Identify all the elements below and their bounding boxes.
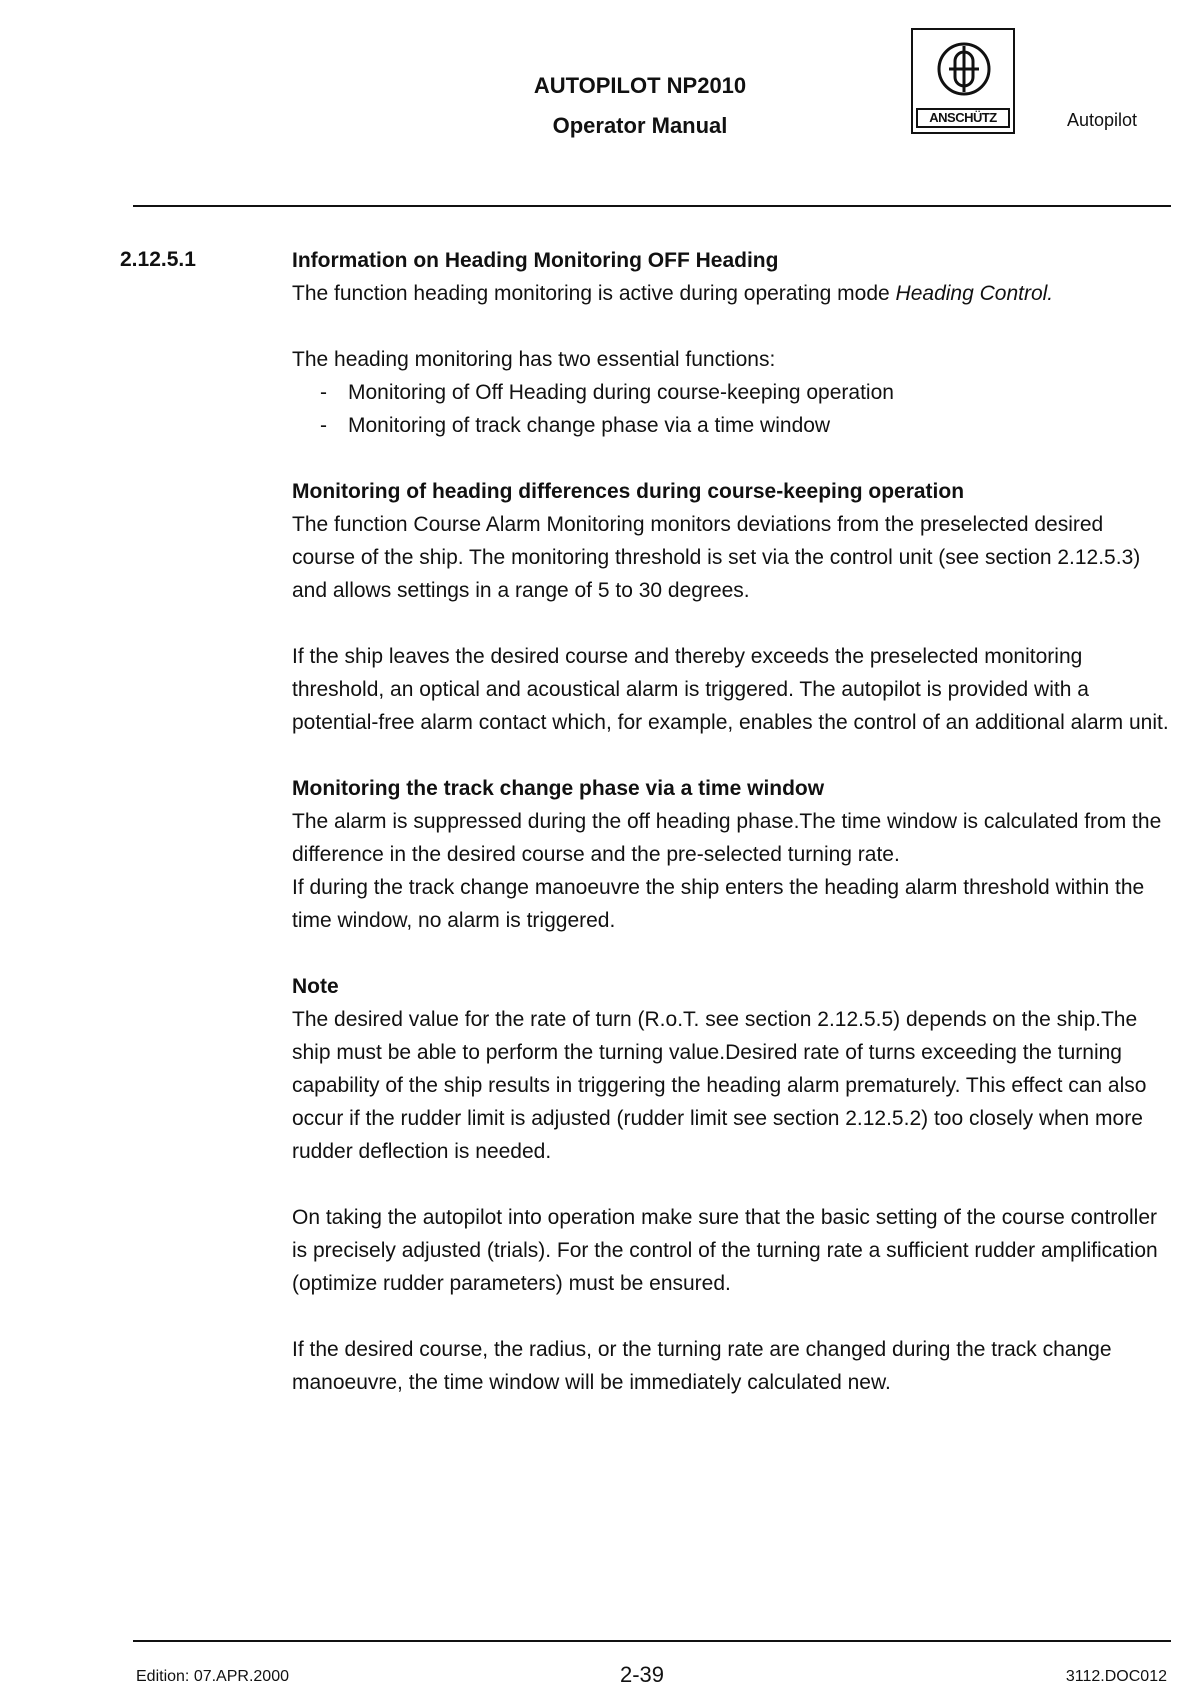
paragraph: If the desired course, the radius, or the turning rate are changed during the track change manoeuvre, the time window will be immediately calculated new.: [292, 1338, 1112, 1394]
intro-mode: Heading Control.: [895, 282, 1054, 305]
intro-paragraph: [292, 277, 1172, 310]
anschutz-logo: [911, 28, 1015, 134]
section-body: [292, 244, 1172, 1399]
anschutz-emblem-icon: [935, 40, 993, 98]
paragraph: If the ship leaves the desired course and thereby exceeds the preselected monitoring threshold, an optical and acoustical alarm is triggered. The autopilot is provided with a potential-free alarm contact which, for example, enables the control of an additional alarm unit.: [292, 645, 1169, 734]
header-section-label: Autopilot: [1067, 110, 1138, 130]
functions-list: [292, 376, 1172, 442]
subsection-heading-course-keeping: Monitoring of heading differences during course-keeping operation: [292, 480, 965, 503]
list-item: - Monitoring of track change phase via a time window: [292, 409, 1172, 442]
section-heading: Information on Heading Monitoring OFF Heading: [292, 249, 779, 272]
subsection-heading-track-change: Monitoring the track change phase via a time window: [292, 777, 825, 800]
header-rule: [133, 205, 1171, 207]
paragraph: On taking the autopilot into operation make sure that the basic setting of the course controller is precisely adjusted (trials). For the control of the turning rate a sufficient rudder amplification (optimize rudder parameters) must be ensured.: [292, 1206, 1158, 1295]
footer-rule: [133, 1640, 1171, 1642]
section-number: 2.12.5.1: [120, 248, 196, 271]
document-title: AUTOPILOT NP2010: [533, 73, 747, 98]
footer-edition: Edition: 07.APR.2000: [136, 1668, 289, 1685]
paragraph: The function Course Alarm Monitoring monitors deviations from the preselected desired course of the ship. The monitoring threshold is set via the control unit (see section 2.12.5.3) and allows settings in a range of 5 to 30 degrees.: [292, 513, 1141, 602]
logo-wordmark: ANSCHÜTZ: [916, 108, 1010, 128]
footer-doc-id: 3112.DOC012: [1065, 1668, 1167, 1685]
note-heading: Note: [292, 975, 339, 998]
list-item: - Monitoring of Off Heading during course-keeping operation: [292, 376, 1172, 409]
functions-intro: The heading monitoring has two essential functions:: [292, 348, 776, 371]
paragraph: If during the track change manoeuvre the ship enters the heading alarm threshold within the time window, no alarm is triggered.: [292, 876, 1145, 932]
intro-text: The function heading monitoring is active during operating mode: [292, 282, 896, 305]
paragraph: The desired value for the rate of turn (R.o.T. see section 2.12.5.5) depends on the ship.The ship must be able to perform the turning value.Desired rate of turns exceeding the turning capability of the ship results in triggering the heading alarm prematurely. This effect can also occur if the rudder limit is adjusted (rudder limit see section 2.12.5.2) too closely when more rudder deflection is needed.: [292, 1008, 1147, 1163]
document-subtitle: Operator Manual: [552, 113, 728, 138]
paragraph: The alarm is suppressed during the off heading phase.The time window is calculated from the difference in the desired course and the pre-selected turning rate.: [292, 810, 1162, 866]
page-number: 2-39: [620, 1662, 665, 1687]
